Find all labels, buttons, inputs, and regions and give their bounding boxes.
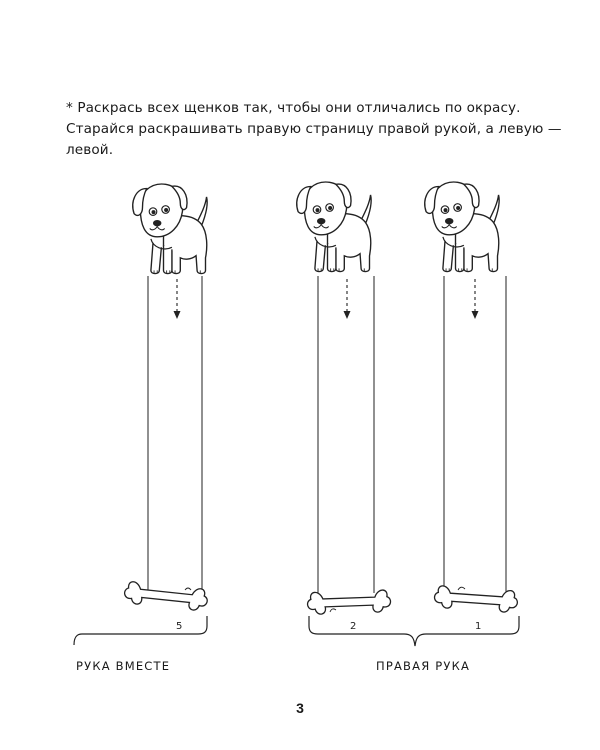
bone-icon [124,581,209,611]
bone-icon [434,585,518,613]
instruction-line-1: * Раскрась всех щенков так, чтобы они отличались по окрасу. [66,100,521,116]
figure-1-number: 5 [176,621,183,632]
figure-2 [297,182,391,615]
arrow-down-icon [344,279,351,319]
brace-left [74,616,207,645]
label-hands-together: РУКА ВМЕСТЕ [76,659,171,673]
figure-3 [425,182,518,613]
brace-right [309,616,519,646]
arrow-down-icon [472,279,479,319]
figure-3-number: 1 [475,621,482,632]
page-number: 3 [296,700,304,716]
instruction-line-2: Старайся раскрашивать правую страницу правой рукой, а левую — [66,121,562,137]
puppy-icon [133,184,207,274]
bone-icon [307,590,391,615]
label-right-hand: ПРАВАЯ РУКА [376,659,471,673]
instruction-line-3: левой. [66,142,114,158]
arrow-down-icon [174,279,181,319]
puppy-icon [297,182,371,272]
puppy-icon [425,182,499,272]
figure-1 [124,184,209,611]
figure-2-number: 2 [350,621,357,632]
